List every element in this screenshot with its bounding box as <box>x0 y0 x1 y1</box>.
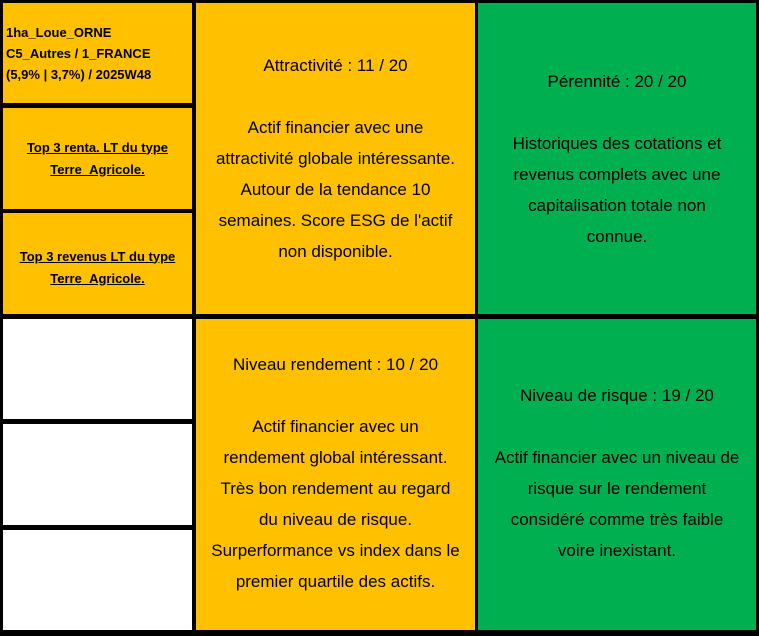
risque-cell <box>477 318 757 631</box>
empty-cell-3 <box>2 529 193 631</box>
empty-cell-1 <box>2 318 193 420</box>
asset-rates-week: (5,9% | 3,7%) / 2025W48 <box>6 67 152 82</box>
top3-revenus-cell <box>2 212 193 315</box>
attractivite-description: Actif financier avec une attractivité globale intéressante. Autour de la tendance 10 semaines. Score ESG de l'actif non disponible. <box>215 118 456 261</box>
rendement-description: Actif financier avec un rendement global intéressant. Très bon rendement au regard du niveau de risque. Surperformance vs index dans le premier quartile des actifs. <box>211 417 460 591</box>
asset-info-cell <box>2 2 193 104</box>
risque-description: Actif financier avec un niveau de risque sur le rendement considéré comme très faible voire inexistant. <box>494 448 740 560</box>
attractivite-title: Attractivité : 11 / 20 <box>263 56 408 75</box>
rendement-cell <box>195 318 476 631</box>
attractivite-cell <box>195 2 476 315</box>
risque-title: Niveau de risque : 19 / 20 <box>520 386 714 405</box>
empty-cell-2 <box>2 423 193 526</box>
perennite-title: Pérennité : 20 / 20 <box>547 72 687 91</box>
perennite-cell <box>477 2 757 315</box>
asset-name: 1ha_Loue_ORNE <box>6 25 112 40</box>
top3-renta-link[interactable]: Top 3 renta. LT du type Terre_Agricole. <box>26 139 169 177</box>
top3-renta-cell <box>2 107 193 210</box>
perennite-description: Historiques des cotations et revenus complets avec une capitalisation totale non connue. <box>512 134 722 246</box>
asset-category: C5_Autres / 1_FRANCE <box>6 46 151 61</box>
rendement-title: Niveau rendement : 10 / 20 <box>232 355 439 374</box>
top3-revenus-link[interactable]: Top 3 revenus LT du type Terre_Agricole. <box>19 248 176 286</box>
